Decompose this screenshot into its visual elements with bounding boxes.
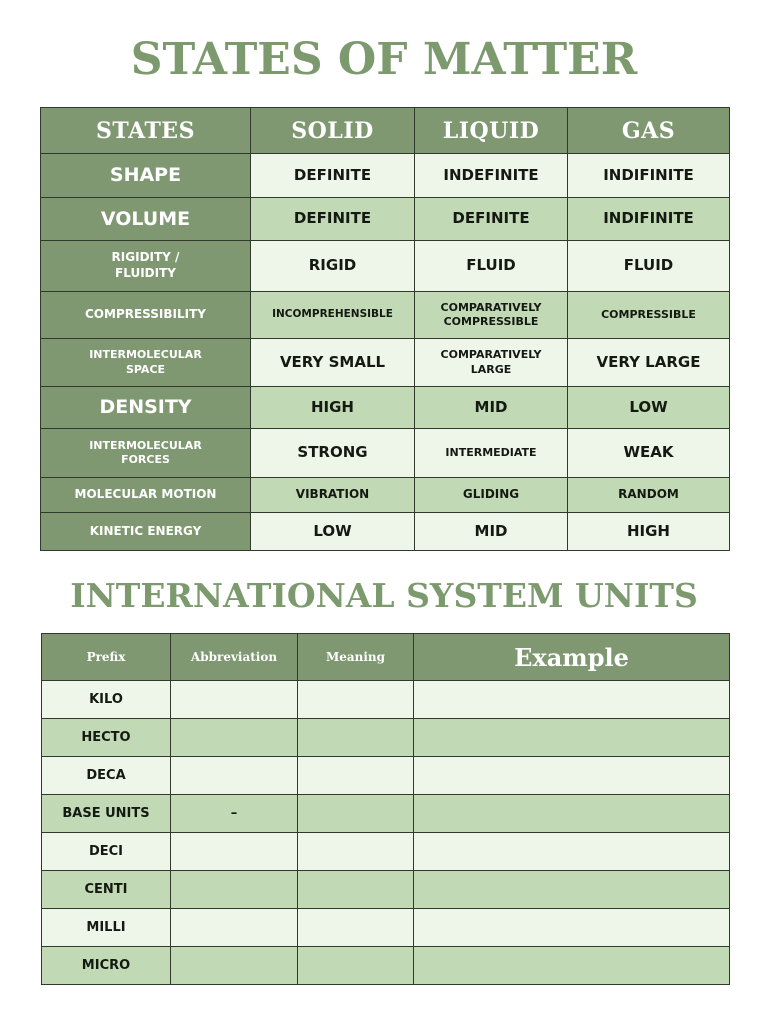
header-example: Example xyxy=(414,634,730,681)
cell-example[interactable] xyxy=(414,871,730,909)
row-label-volume: VOLUME xyxy=(41,198,251,241)
cell-prefix: MICRO xyxy=(42,947,171,985)
table-row xyxy=(42,681,730,719)
row-label-molecular-motion: MOLECULAR MOTION xyxy=(41,478,251,513)
cell-meaning[interactable] xyxy=(298,947,414,985)
si-units-table xyxy=(41,633,730,985)
cell-gas: COMPRESSIBLE xyxy=(568,292,730,339)
row-label-shape: SHAPE xyxy=(41,154,251,198)
table-row xyxy=(42,795,730,833)
cell-liquid: INDEFINITE xyxy=(415,154,568,198)
cell-abbreviation[interactable] xyxy=(171,681,298,719)
cell-gas: FLUID xyxy=(568,241,730,292)
cell-abbreviation[interactable]: – xyxy=(171,795,298,833)
cell-solid: HIGH xyxy=(251,387,415,429)
table-row xyxy=(41,198,730,241)
header-liquid: LIQUID xyxy=(415,108,568,154)
cell-prefix: KILO xyxy=(42,681,171,719)
cell-meaning[interactable] xyxy=(298,871,414,909)
table-row xyxy=(41,513,730,551)
cell-abbreviation[interactable] xyxy=(171,871,298,909)
cell-liquid: MID xyxy=(415,387,568,429)
cell-liquid: DEFINITE xyxy=(415,198,568,241)
cell-abbreviation[interactable] xyxy=(171,947,298,985)
cell-prefix: DECA xyxy=(42,757,171,795)
cell-liquid: GLIDING xyxy=(415,478,568,513)
table-header-row xyxy=(41,108,730,154)
cell-solid: DEFINITE xyxy=(251,154,415,198)
cell-example[interactable] xyxy=(414,947,730,985)
cell-line: LARGE xyxy=(470,362,512,376)
header-states: STATES xyxy=(41,108,251,154)
header-meaning: Meaning xyxy=(298,634,414,681)
header-solid: SOLID xyxy=(251,108,415,154)
row-label-intermolecular-forces xyxy=(41,429,251,478)
table-row xyxy=(41,241,730,292)
cell-meaning[interactable] xyxy=(298,719,414,757)
row-label-kinetic-energy: KINETIC ENERGY xyxy=(41,513,251,551)
table-row xyxy=(41,387,730,429)
cell-liquid: MID xyxy=(415,513,568,551)
cell-example[interactable] xyxy=(414,757,730,795)
row-label-line: SPACE xyxy=(125,362,166,376)
table-row xyxy=(41,478,730,513)
cell-abbreviation[interactable] xyxy=(171,833,298,871)
cell-gas: VERY LARGE xyxy=(568,339,730,387)
cell-solid: RIGID xyxy=(251,241,415,292)
cell-liquid: INTERMEDIATE xyxy=(415,429,568,478)
cell-line: COMPARATIVELY xyxy=(440,348,542,362)
cell-prefix: DECI xyxy=(42,833,171,871)
cell-liquid xyxy=(415,292,568,339)
row-label-compressibility: COMPRESSIBILITY xyxy=(41,292,251,339)
row-label-line: FORCES xyxy=(121,453,170,466)
cell-gas: LOW xyxy=(568,387,730,429)
cell-gas: WEAK xyxy=(568,429,730,478)
row-label-line: FLUIDITY xyxy=(115,266,176,280)
cell-gas: INDIFINITE xyxy=(568,198,730,241)
table-row xyxy=(42,757,730,795)
table-row xyxy=(41,154,730,198)
cell-prefix: BASE UNITS xyxy=(42,795,171,833)
table-row xyxy=(42,833,730,871)
cell-meaning[interactable] xyxy=(298,757,414,795)
row-label-line: RIGIDITY / xyxy=(111,250,180,265)
cell-gas: HIGH xyxy=(568,513,730,551)
header-prefix: Prefix xyxy=(42,634,171,681)
table-row xyxy=(42,947,730,985)
cell-example[interactable] xyxy=(414,833,730,871)
cell-abbreviation[interactable] xyxy=(171,757,298,795)
cell-liquid xyxy=(415,339,568,387)
row-label-line: INTERMOLECULAR xyxy=(89,438,202,452)
table-header-row xyxy=(42,634,730,681)
row-label-line: INTERMOLECULAR xyxy=(89,348,202,362)
table-row xyxy=(41,339,730,387)
cell-line: COMPARATIVELY xyxy=(440,300,542,314)
cell-line: COMPRESSIBLE xyxy=(443,315,539,328)
cell-meaning[interactable] xyxy=(298,833,414,871)
row-label-density: DENSITY xyxy=(41,387,251,429)
cell-solid: DEFINITE xyxy=(251,198,415,241)
cell-prefix: MILLI xyxy=(42,909,171,947)
table-row xyxy=(41,429,730,478)
cell-example[interactable] xyxy=(414,681,730,719)
cell-solid: VIBRATION xyxy=(251,478,415,513)
header-abbreviation: Abbreviation xyxy=(171,634,298,681)
cell-prefix: HECTO xyxy=(42,719,171,757)
row-label-rigidity-fluidity xyxy=(41,241,251,292)
cell-solid: VERY SMALL xyxy=(251,339,415,387)
table-row xyxy=(41,292,730,339)
section-title: INTERNATIONAL SYSTEM UNITS xyxy=(70,576,698,615)
table-row xyxy=(42,909,730,947)
cell-meaning[interactable] xyxy=(298,681,414,719)
cell-abbreviation[interactable] xyxy=(171,719,298,757)
cell-meaning[interactable] xyxy=(298,795,414,833)
cell-solid: INCOMPREHENSIBLE xyxy=(251,292,415,339)
cell-abbreviation[interactable] xyxy=(171,909,298,947)
cell-gas: RANDOM xyxy=(568,478,730,513)
header-gas: GAS xyxy=(568,108,730,154)
table-row xyxy=(42,871,730,909)
cell-prefix: CENTI xyxy=(42,871,171,909)
page-title: STATES OF MATTER xyxy=(130,34,638,85)
cell-meaning[interactable] xyxy=(298,909,414,947)
cell-gas: INDIFINITE xyxy=(568,154,730,198)
row-label-intermolecular-space xyxy=(41,339,251,387)
states-of-matter-table xyxy=(40,107,730,551)
cell-liquid: FLUID xyxy=(415,241,568,292)
table-row xyxy=(42,719,730,757)
cell-solid: LOW xyxy=(251,513,415,551)
cell-solid: STRONG xyxy=(251,429,415,478)
cell-example[interactable] xyxy=(414,909,730,947)
cell-example[interactable] xyxy=(414,795,730,833)
cell-example[interactable] xyxy=(414,719,730,757)
